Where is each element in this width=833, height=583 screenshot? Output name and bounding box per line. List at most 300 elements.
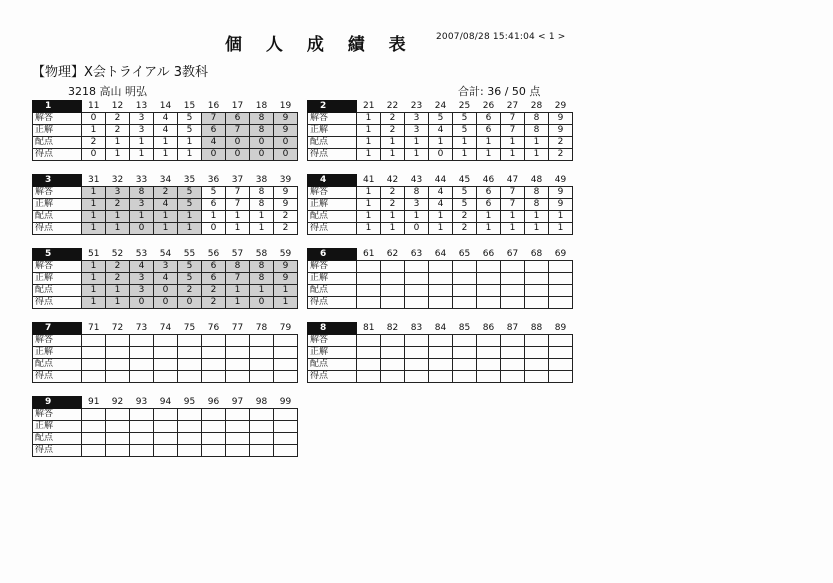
table-cell (106, 421, 130, 433)
table-cell: 0 (178, 297, 202, 309)
table-cell: 4 (154, 113, 178, 125)
table-cell: 9 (274, 187, 298, 199)
score-block-3 (32, 174, 298, 235)
table-cell: 1 (178, 137, 202, 149)
table-cell: 1 (178, 223, 202, 235)
table-cell: 2 (178, 285, 202, 297)
total-score: 合計: 36 / 50 点 (458, 85, 541, 98)
table-cell (549, 261, 573, 273)
table-cell (381, 261, 405, 273)
table-cell: 2 (381, 125, 405, 137)
table-cell (82, 347, 106, 359)
question-number: 36 (202, 175, 226, 187)
row-label: 正解 (33, 347, 82, 359)
table-cell (525, 273, 549, 285)
question-number: 26 (477, 101, 501, 113)
table-cell: 1 (453, 137, 477, 149)
table-row (33, 421, 298, 433)
table-cell (429, 285, 453, 297)
table-cell (549, 335, 573, 347)
row-label: 配点 (33, 137, 82, 149)
table-cell: 1 (250, 285, 274, 297)
score-block-2 (307, 100, 573, 161)
table-cell (82, 359, 106, 371)
table-cell: 6 (477, 113, 501, 125)
table-row (33, 261, 298, 273)
table-row (33, 433, 298, 445)
question-number: 85 (453, 323, 477, 335)
row-label: 配点 (33, 433, 82, 445)
question-number: 43 (405, 175, 429, 187)
table-cell (154, 409, 178, 421)
table-cell: 4 (429, 125, 453, 137)
question-number: 79 (274, 323, 298, 335)
table-cell: 4 (154, 273, 178, 285)
question-number: 63 (405, 249, 429, 261)
table-cell (381, 285, 405, 297)
row-label: 得点 (33, 445, 82, 457)
table-cell: 1 (250, 223, 274, 235)
table-cell (106, 409, 130, 421)
table-cell: 9 (549, 199, 573, 211)
table-row (308, 261, 573, 273)
table-cell (549, 359, 573, 371)
table-cell: 5 (453, 187, 477, 199)
table-cell (226, 421, 250, 433)
block-number: 8 (308, 323, 357, 335)
question-number: 49 (549, 175, 573, 187)
table-row (33, 335, 298, 347)
table-cell (274, 409, 298, 421)
table-cell: 6 (226, 113, 250, 125)
question-number: 18 (250, 101, 274, 113)
block-number: 2 (308, 101, 357, 113)
table-cell: 0 (250, 137, 274, 149)
question-number: 38 (250, 175, 274, 187)
row-label: 得点 (308, 223, 357, 235)
table-cell: 1 (357, 125, 381, 137)
row-label: 得点 (308, 149, 357, 161)
table-cell (274, 421, 298, 433)
table-cell: 1 (106, 149, 130, 161)
table-cell: 6 (477, 187, 501, 199)
table-cell: 2 (106, 273, 130, 285)
row-label: 配点 (308, 137, 357, 149)
row-label: 得点 (33, 149, 82, 161)
question-number: 55 (178, 249, 202, 261)
question-number: 24 (429, 101, 453, 113)
table-cell (82, 445, 106, 457)
question-number: 21 (357, 101, 381, 113)
question-number: 97 (226, 397, 250, 409)
table-cell (202, 409, 226, 421)
row-label: 得点 (33, 223, 82, 235)
table-cell: 1 (357, 199, 381, 211)
table-cell: 8 (250, 273, 274, 285)
table-cell (82, 371, 106, 383)
table-cell (178, 359, 202, 371)
table-cell: 3 (405, 113, 429, 125)
table-cell (178, 433, 202, 445)
table-cell (178, 445, 202, 457)
question-number: 12 (106, 101, 130, 113)
table-cell (226, 445, 250, 457)
question-number: 98 (250, 397, 274, 409)
table-cell: 1 (381, 223, 405, 235)
table-cell (130, 347, 154, 359)
table-cell (381, 371, 405, 383)
question-number: 51 (82, 249, 106, 261)
table-cell (106, 445, 130, 457)
row-label: 解答 (308, 187, 357, 199)
table-row (33, 445, 298, 457)
table-cell: 8 (525, 199, 549, 211)
table-cell: 1 (405, 149, 429, 161)
table-cell: 0 (405, 223, 429, 235)
table-cell: 1 (357, 211, 381, 223)
table-cell (429, 297, 453, 309)
table-row (33, 125, 298, 137)
question-number: 41 (357, 175, 381, 187)
table-cell: 3 (106, 187, 130, 199)
table-cell (130, 359, 154, 371)
row-label: 得点 (33, 297, 82, 309)
question-number: 42 (381, 175, 405, 187)
table-cell: 2 (106, 113, 130, 125)
table-cell: 5 (178, 125, 202, 137)
question-number: 65 (453, 249, 477, 261)
question-number: 58 (250, 249, 274, 261)
table-cell (549, 273, 573, 285)
row-label: 解答 (308, 261, 357, 273)
subject-title: 【物理】X会トライアル 3教科 (32, 65, 209, 80)
table-cell: 1 (82, 125, 106, 137)
table-cell: 6 (202, 273, 226, 285)
table-cell: 9 (274, 113, 298, 125)
table-cell: 1 (477, 137, 501, 149)
table-cell: 1 (82, 297, 106, 309)
table-cell (250, 371, 274, 383)
table-cell: 5 (178, 113, 202, 125)
question-number: 25 (453, 101, 477, 113)
table-row (33, 273, 298, 285)
table-cell (453, 297, 477, 309)
table-cell (477, 347, 501, 359)
question-number: 62 (381, 249, 405, 261)
table-cell (82, 335, 106, 347)
row-label: 配点 (33, 359, 82, 371)
table-cell (274, 335, 298, 347)
table-cell: 5 (453, 113, 477, 125)
row-label: 得点 (33, 371, 82, 383)
table-cell: 1 (130, 211, 154, 223)
table-cell (202, 371, 226, 383)
table-row (33, 297, 298, 309)
table-cell: 4 (130, 261, 154, 273)
table-cell (405, 335, 429, 347)
table-cell: 3 (154, 261, 178, 273)
question-number: 11 (82, 101, 106, 113)
table-cell: 7 (202, 113, 226, 125)
row-label: 解答 (33, 113, 82, 125)
table-row (308, 297, 573, 309)
table-cell (477, 285, 501, 297)
table-cell: 2 (202, 285, 226, 297)
question-number: 29 (549, 101, 573, 113)
table-cell: 9 (274, 199, 298, 211)
question-number: 86 (477, 323, 501, 335)
question-number: 83 (405, 323, 429, 335)
table-row (308, 285, 573, 297)
question-number: 17 (226, 101, 250, 113)
question-number: 84 (429, 323, 453, 335)
question-number: 69 (549, 249, 573, 261)
table-cell: 8 (525, 125, 549, 137)
table-cell: 5 (453, 125, 477, 137)
table-cell: 6 (477, 125, 501, 137)
table-cell: 1 (82, 285, 106, 297)
table-cell: 1 (357, 113, 381, 125)
table-cell: 1 (130, 137, 154, 149)
table-cell: 1 (429, 223, 453, 235)
table-cell (154, 371, 178, 383)
table-cell: 1 (226, 297, 250, 309)
table-cell (226, 409, 250, 421)
score-block-7 (32, 322, 298, 383)
question-number: 32 (106, 175, 130, 187)
question-number: 22 (381, 101, 405, 113)
row-label: 解答 (33, 261, 82, 273)
table-row (308, 187, 573, 199)
table-cell: 1 (178, 211, 202, 223)
question-number: 27 (501, 101, 525, 113)
question-number: 53 (130, 249, 154, 261)
table-cell: 4 (429, 199, 453, 211)
table-cell: 1 (501, 223, 525, 235)
score-block-9 (32, 396, 298, 457)
table-cell: 0 (154, 297, 178, 309)
table-row (308, 359, 573, 371)
table-cell (226, 433, 250, 445)
score-block-5 (32, 248, 298, 309)
table-cell (405, 261, 429, 273)
table-cell (453, 371, 477, 383)
table-cell: 5 (178, 187, 202, 199)
table-cell: 2 (82, 137, 106, 149)
table-cell: 9 (274, 125, 298, 137)
table-cell (154, 335, 178, 347)
table-cell: 2 (154, 187, 178, 199)
table-cell: 1 (525, 211, 549, 223)
table-cell (82, 421, 106, 433)
table-cell: 0 (82, 113, 106, 125)
table-cell (381, 273, 405, 285)
table-cell: 7 (226, 199, 250, 211)
table-cell (501, 297, 525, 309)
table-cell (226, 335, 250, 347)
table-cell: 1 (106, 223, 130, 235)
page-title: 個 人 成 績 表 (225, 35, 415, 55)
table-cell: 0 (202, 223, 226, 235)
table-cell: 1 (274, 285, 298, 297)
table-cell (202, 421, 226, 433)
table-cell (405, 297, 429, 309)
table-cell: 0 (226, 137, 250, 149)
score-block-8 (307, 322, 573, 383)
table-cell: 1 (501, 211, 525, 223)
table-cell: 8 (250, 125, 274, 137)
table-cell: 8 (130, 187, 154, 199)
question-number: 19 (274, 101, 298, 113)
question-number: 95 (178, 397, 202, 409)
table-cell: 5 (178, 273, 202, 285)
table-cell (405, 285, 429, 297)
table-cell (405, 371, 429, 383)
table-cell (178, 371, 202, 383)
table-cell: 4 (202, 137, 226, 149)
table-cell: 0 (154, 285, 178, 297)
row-label: 正解 (308, 347, 357, 359)
question-number: 56 (202, 249, 226, 261)
table-cell: 1 (549, 211, 573, 223)
row-label: 配点 (33, 285, 82, 297)
table-cell: 0 (274, 137, 298, 149)
table-cell (130, 409, 154, 421)
block-number: 7 (33, 323, 82, 335)
table-cell (549, 297, 573, 309)
table-cell: 9 (549, 187, 573, 199)
table-cell (501, 285, 525, 297)
table-row (308, 273, 573, 285)
question-number: 82 (381, 323, 405, 335)
question-number: 93 (130, 397, 154, 409)
question-number: 48 (525, 175, 549, 187)
block-number: 1 (33, 101, 82, 113)
table-cell: 1 (381, 211, 405, 223)
table-cell: 3 (405, 125, 429, 137)
score-block-6 (307, 248, 573, 309)
question-number: 74 (154, 323, 178, 335)
question-number: 61 (357, 249, 381, 261)
table-cell: 1 (154, 149, 178, 161)
table-cell (178, 409, 202, 421)
table-cell: 2 (106, 199, 130, 211)
table-cell (477, 261, 501, 273)
table-cell: 1 (453, 149, 477, 161)
table-row (308, 125, 573, 137)
table-cell: 3 (130, 273, 154, 285)
table-cell: 1 (429, 137, 453, 149)
question-number: 31 (82, 175, 106, 187)
table-cell: 1 (106, 297, 130, 309)
table-row (33, 149, 298, 161)
table-cell: 1 (154, 211, 178, 223)
table-cell (130, 445, 154, 457)
table-cell: 8 (250, 199, 274, 211)
table-cell: 1 (82, 187, 106, 199)
question-number: 35 (178, 175, 202, 187)
score-block-4 (307, 174, 573, 235)
question-number: 68 (525, 249, 549, 261)
table-cell: 7 (226, 273, 250, 285)
table-row (308, 137, 573, 149)
question-number: 52 (106, 249, 130, 261)
table-cell: 7 (501, 125, 525, 137)
table-cell (357, 261, 381, 273)
question-number: 94 (154, 397, 178, 409)
question-number: 71 (82, 323, 106, 335)
row-label: 配点 (33, 211, 82, 223)
table-cell: 9 (274, 261, 298, 273)
table-cell (501, 359, 525, 371)
table-cell (405, 273, 429, 285)
table-cell: 1 (106, 211, 130, 223)
table-cell (429, 359, 453, 371)
table-cell: 1 (405, 137, 429, 149)
question-number: 54 (154, 249, 178, 261)
row-label: 正解 (33, 199, 82, 211)
table-cell: 8 (226, 261, 250, 273)
table-cell: 8 (250, 113, 274, 125)
row-label: 解答 (33, 335, 82, 347)
table-cell (453, 347, 477, 359)
table-cell (274, 445, 298, 457)
question-number: 91 (82, 397, 106, 409)
question-number: 15 (178, 101, 202, 113)
table-cell (525, 297, 549, 309)
question-number: 23 (405, 101, 429, 113)
row-label: 解答 (33, 187, 82, 199)
table-cell (154, 445, 178, 457)
row-label: 正解 (33, 421, 82, 433)
student-name: 3218 高山 明弘 (68, 85, 147, 98)
table-cell (202, 347, 226, 359)
question-number: 57 (226, 249, 250, 261)
table-cell (405, 359, 429, 371)
table-cell: 9 (549, 125, 573, 137)
table-cell: 3 (130, 113, 154, 125)
table-row (308, 199, 573, 211)
table-cell (154, 347, 178, 359)
question-number: 77 (226, 323, 250, 335)
table-cell: 2 (106, 125, 130, 137)
table-cell (429, 347, 453, 359)
table-cell: 1 (477, 149, 501, 161)
table-cell: 6 (202, 261, 226, 273)
table-cell (154, 421, 178, 433)
table-cell (549, 285, 573, 297)
table-cell (250, 359, 274, 371)
table-cell (381, 335, 405, 347)
table-cell: 0 (130, 223, 154, 235)
table-cell (453, 285, 477, 297)
question-number: 34 (154, 175, 178, 187)
question-number: 37 (226, 175, 250, 187)
table-row (33, 371, 298, 383)
table-row (33, 223, 298, 235)
table-row (308, 371, 573, 383)
table-cell: 1 (106, 137, 130, 149)
table-cell (549, 347, 573, 359)
table-cell: 1 (525, 149, 549, 161)
table-cell (525, 261, 549, 273)
question-number: 64 (429, 249, 453, 261)
table-cell: 1 (357, 187, 381, 199)
table-cell (429, 335, 453, 347)
table-cell (226, 359, 250, 371)
table-cell: 6 (477, 199, 501, 211)
table-cell: 1 (82, 199, 106, 211)
